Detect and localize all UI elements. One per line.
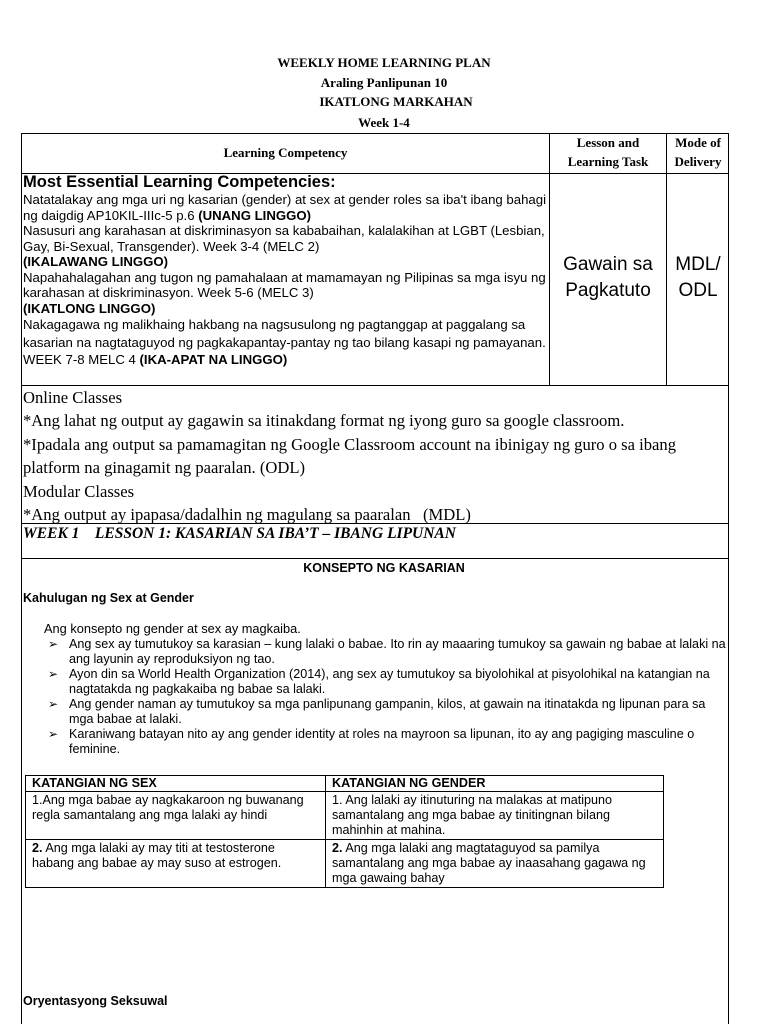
arrow-bullet-icon: ➢ bbox=[48, 667, 59, 681]
arrow-bullet-icon: ➢ bbox=[48, 727, 59, 741]
list-item bbox=[48, 727, 728, 757]
melc-2-week: (IKALAWANG LINGGO) bbox=[23, 254, 169, 269]
divider bbox=[21, 558, 729, 559]
online-heading: Online Classes bbox=[23, 388, 123, 407]
header-mode-line1: Mode of bbox=[675, 135, 721, 150]
row-number: 2. bbox=[332, 841, 343, 855]
table-cell-sex bbox=[26, 840, 326, 888]
cell-text: Ang mga babae ay nagkakaroon ng buwanang regla samantalang ang mga lalaki ay hindi bbox=[32, 793, 304, 822]
table-cell-gender bbox=[326, 840, 664, 888]
modular-heading: Modular Classes bbox=[23, 481, 135, 501]
table-cell-sex bbox=[26, 792, 326, 840]
delivery-cell bbox=[667, 252, 729, 304]
melc-4-text: Nakagagawa ng malikhaing hakbang na nagsusulong ng pagtanggap at paggalang sa kasarian na nagtataguyod ng pagkakapantay-pantay ng tao bilang kasapi ng pamayanan. WEEK 7-8 MELC 4 bbox=[23, 317, 546, 367]
list-item bbox=[48, 697, 728, 727]
column-header-gender: KATANGIAN NG GENDER bbox=[326, 776, 664, 792]
cell-text: Ang mga lalaki ang magtataguyod sa pamilya samantalang ang mga babae ay inaasahang gagawa ng mga gawaing bahay bbox=[332, 841, 646, 885]
melc-3: Napahahalagahan ang tugon ng pamahalaan at mamamayan ng Pilipinas sa mga isyu ng karahasan at diskriminasyon. Week 5-6 (MELC 3) bbox=[23, 269, 546, 300]
column-header-sex: KATANGIAN NG SEX bbox=[26, 776, 326, 792]
modular-instruction-1: *Ang output ay ipapasa/dadalhin ng magulang sa paaralan (MDL) bbox=[23, 505, 471, 525]
melc-1 bbox=[23, 192, 549, 223]
quarter-title: IKATLONG MARKAHAN bbox=[319, 94, 473, 109]
subheading: Kahulugan ng Sex at Gender bbox=[23, 591, 194, 605]
subject-title: Araling Panlipunan 10 bbox=[320, 75, 448, 90]
next-section-heading: Oryentasyong Seksuwal bbox=[23, 994, 168, 1008]
row-number: 1. bbox=[332, 793, 343, 807]
delivery-line2: ODL bbox=[678, 280, 718, 301]
list-item bbox=[48, 637, 728, 667]
melc-1-text: Natatalakay ang mga uri ng kasarian (gender) at sex at gender roles sa iba't ibang bahagi ng daigdig AP10KIL-IIIc-5 p.6 bbox=[23, 192, 547, 223]
arrow-bullet-icon: ➢ bbox=[48, 637, 59, 651]
competency-cell bbox=[23, 173, 549, 369]
list-item bbox=[48, 667, 728, 697]
header-learning-competency: Learning Competency bbox=[223, 145, 348, 160]
bullet-text: Ayon din sa World Health Organization (2014), ang sex ay tumutukoy sa biyolohikal at pisyolohikal na katangian na nagtatakda ng pagkakaiba ng babae sa lalaki. bbox=[69, 667, 710, 696]
melc-4-week: (IKA-APAT NA LINGGO) bbox=[139, 352, 288, 367]
table-row bbox=[26, 792, 664, 840]
table-row bbox=[26, 840, 664, 888]
bullet-text: Karaniwang batayan nito ay ang gender identity at roles na mayroon sa lipunan, ito ay ang pagiging masculine o feminine. bbox=[69, 727, 695, 756]
bullet-text: Ang sex ay tumutukoy sa karasian – kung lalaki o babae. Ito rin ay maaaring tumukoy sa gawain ng babae at lalaki na ang layunin ay reproduksiyon ng tao. bbox=[69, 637, 726, 666]
table-header-row bbox=[26, 776, 664, 792]
section-title: KONSEPTO NG KASARIAN bbox=[303, 561, 465, 575]
plan-title: WEEKLY HOME LEARNING PLAN bbox=[277, 55, 491, 70]
lesson-task-line2: Pagkatuto bbox=[565, 280, 651, 301]
comparison-table bbox=[25, 775, 664, 888]
week-range-title: Week 1-4 bbox=[358, 115, 410, 130]
header-mode-line2: Delivery bbox=[674, 154, 722, 169]
competency-heading: Most Essential Learning Competencies: bbox=[23, 173, 336, 191]
bullet-text: Ang gender naman ay tumutukoy sa mga panlipunang gampanin, kilos, at gawain na itinatakda ng lipunan para sa mga babae at lalaki. bbox=[69, 697, 706, 726]
week-lesson-title: WEEK 1 LESSON 1: KASARIAN SA IBA’T – IBANG LIPUNAN bbox=[23, 525, 456, 542]
header-mode-of-delivery bbox=[667, 133, 729, 171]
melc-3-week: (IKATLONG LINGGO) bbox=[23, 300, 156, 316]
online-instruction-2: *Ipadala ang output sa pamamagitan ng Google Classroom account na ibinigay ng guro o sa ibang platform na ginagamit ng paaralan. (ODL) bbox=[23, 434, 676, 478]
cell-text: Ang mga lalaki ay may titi at testosterone habang ang babae ay may suso at estrogen. bbox=[32, 841, 282, 870]
melc-1-week: (UNANG LINGGO) bbox=[198, 207, 312, 223]
instructions-cell bbox=[23, 386, 728, 526]
table-cell-gender bbox=[326, 792, 664, 840]
arrow-bullet-icon: ➢ bbox=[48, 697, 59, 711]
header-lesson-task-line2: Learning Task bbox=[567, 154, 649, 169]
cell-text: Ang lalaki ay itinuturing na malakas at matipuno samantalang ang mga babae ay tinitingnan bilang mahinhin at mahina. bbox=[332, 793, 613, 837]
melc-4 bbox=[23, 316, 549, 369]
header-lesson-task-line1: Lesson and bbox=[576, 135, 640, 150]
header-lesson-task bbox=[550, 133, 666, 171]
online-instruction-1: *Ang lahat ng output ay gagawin sa itinakdang format ng iyong guro sa google classroom. bbox=[23, 411, 625, 431]
delivery-line1: MDL/ bbox=[675, 254, 721, 275]
intro-text: Ang konsepto ng gender at sex ay magkaiba. bbox=[44, 621, 301, 636]
row-number: 1. bbox=[32, 793, 43, 807]
lesson-task-cell bbox=[550, 252, 666, 304]
lesson-task-line1: Gawain sa bbox=[563, 254, 653, 275]
melc-2: Nasusuri ang karahasan at diskriminasyon sa kababaihan, kalalakihan at LGBT (Lesbian, Gay, Bi-Sexual, Transgender). Week 3-4 (MELC 2) bbox=[23, 223, 545, 254]
bullet-list bbox=[48, 637, 728, 757]
row-number: 2. bbox=[32, 841, 43, 855]
